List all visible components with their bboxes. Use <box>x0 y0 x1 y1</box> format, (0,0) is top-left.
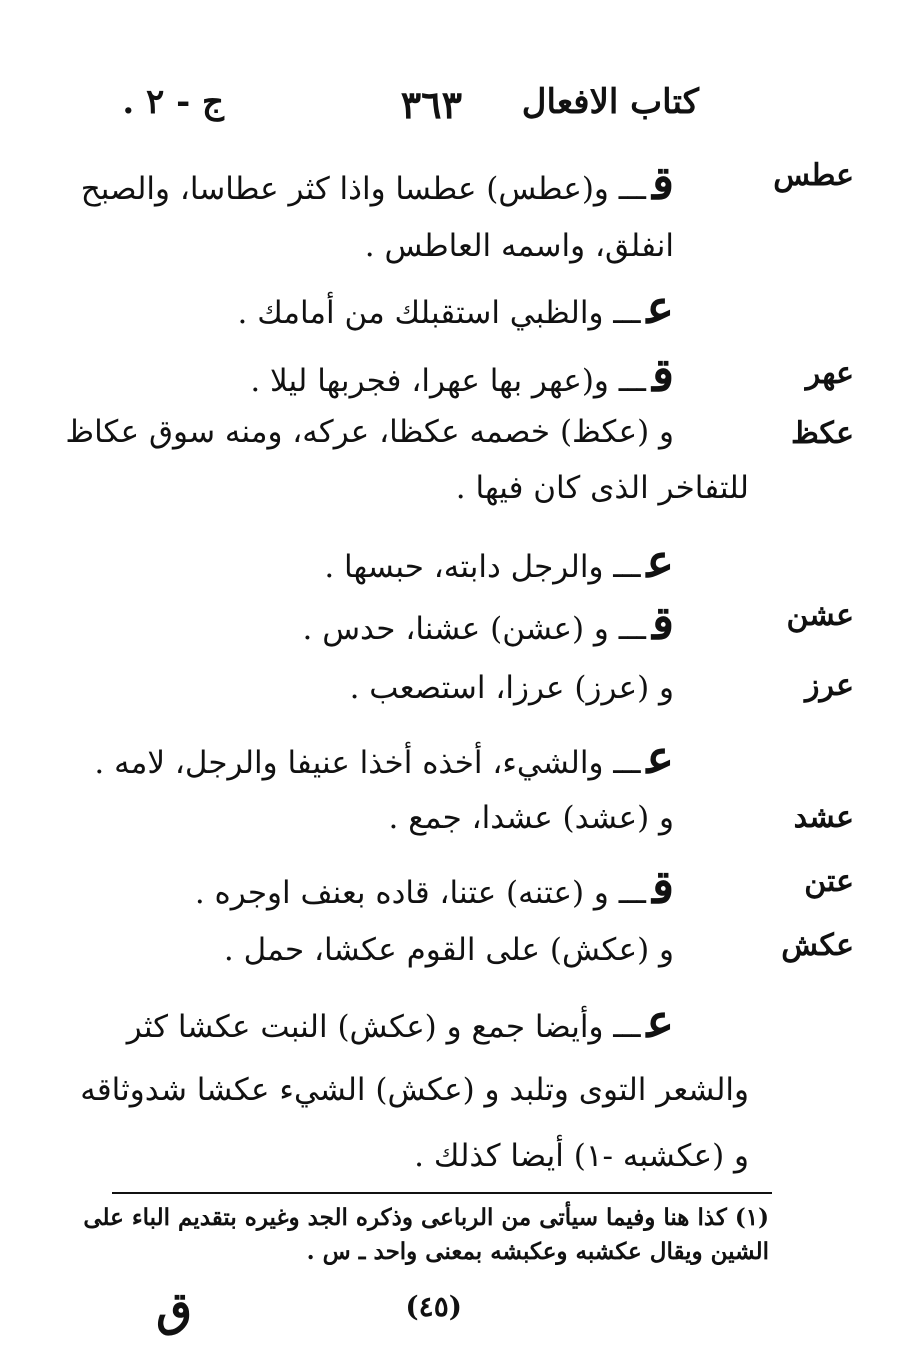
entry-line <box>80 1072 749 1108</box>
entry-text: ـــ والظبي استقبلك من أمامك . <box>237 295 641 331</box>
entry-text: ـــ و (عشن) عشنا، حدس . <box>302 611 646 647</box>
entry-root-0: عطس <box>773 158 854 193</box>
entry-marker: ع <box>646 534 674 588</box>
page-number: ٣٦٣ <box>400 82 462 127</box>
entry-text: و (عشد) عشدا، جمع . <box>388 800 674 836</box>
running-title: كتاب الافعال <box>521 82 699 122</box>
entry-text: انفلق، واسمه العاطس . <box>364 228 674 264</box>
entry-text: ـــ وأيضا جمع و (عكش) النبت عكشا كثر <box>126 1009 641 1045</box>
entry-line <box>195 860 674 914</box>
entry-marker: ق <box>652 156 674 210</box>
entry-text: ـــ و(عطس) عطسا واذا كثر عطاسا، والصبح <box>80 171 646 207</box>
entry-marker: ق <box>652 348 674 402</box>
signature-number: (٤٥) <box>405 1290 462 1323</box>
entry-text: للتفاخر الذى كان فيها . <box>455 470 749 506</box>
entry-line <box>324 534 674 588</box>
entry-root-3: عشن <box>786 598 854 633</box>
footnote-line-2: الشين ويقال عكشبه وعكبشه بمعنى واحد ـ س . <box>306 1238 769 1265</box>
entry-line <box>224 932 674 968</box>
entry-line <box>365 228 674 264</box>
entry-root-5: عشد <box>793 800 854 835</box>
footnote-line-1: (١) كذا هنا وفيما سيأتى من الرباعى وذكره الجد وغيره بتقديم الباء على <box>83 1204 769 1231</box>
entry-line <box>350 670 674 706</box>
entry-text: و (عرز) عرزا، استصعب . <box>349 670 674 706</box>
entry-line <box>65 414 674 450</box>
entry-root-6: عتن <box>804 864 854 899</box>
entry-line <box>238 280 674 334</box>
entry-text: ـــ والشيء، أخذه أخذا عنيفا والرجل، لامه . <box>94 745 641 781</box>
entry-marker: ع <box>646 730 674 784</box>
entry-text: و (عكش) على القوم عكشا، حمل . <box>223 932 674 968</box>
entry-marker: ع <box>646 994 674 1048</box>
entry-line <box>389 800 674 836</box>
entry-text: ـــ و (عتنه) عتنا، قاده بعنف اوجره . <box>194 875 646 911</box>
entry-line <box>94 730 674 784</box>
entry-line <box>127 994 674 1048</box>
entry-text: و (عكظ) خصمه عكظا، عركه، ومنه سوق عكاظ <box>65 414 674 450</box>
entry-line <box>414 1138 749 1174</box>
entry-root-2: عكظ <box>791 416 854 451</box>
entry-line <box>250 348 674 402</box>
entry-root-1: عهر <box>805 356 854 391</box>
entry-text: و (عكشبه -١) أيضا كذلك . <box>414 1138 749 1174</box>
entry-line <box>302 596 674 650</box>
entry-marker: ع <box>646 280 674 334</box>
entry-line <box>81 156 674 210</box>
entry-marker: ق <box>652 860 674 914</box>
volume-part: ج - ٢ . <box>122 82 224 122</box>
entry-marker: ق <box>652 596 674 650</box>
signature-letter: ق <box>156 1282 192 1336</box>
entry-text: والشعر التوى وتلبد و (عكش) الشيء عكشا شدوثاقه <box>80 1072 749 1108</box>
entry-text: ـــ والرجل دابته، حبسها . <box>324 549 641 585</box>
entry-line <box>456 470 749 506</box>
entry-root-7: عكش <box>781 928 854 963</box>
entry-root-4: عرز <box>805 668 854 703</box>
footnote-divider <box>112 1192 772 1194</box>
entry-text: ـــ و(عهر بها عهرا، فجربها ليلا . <box>250 363 646 399</box>
